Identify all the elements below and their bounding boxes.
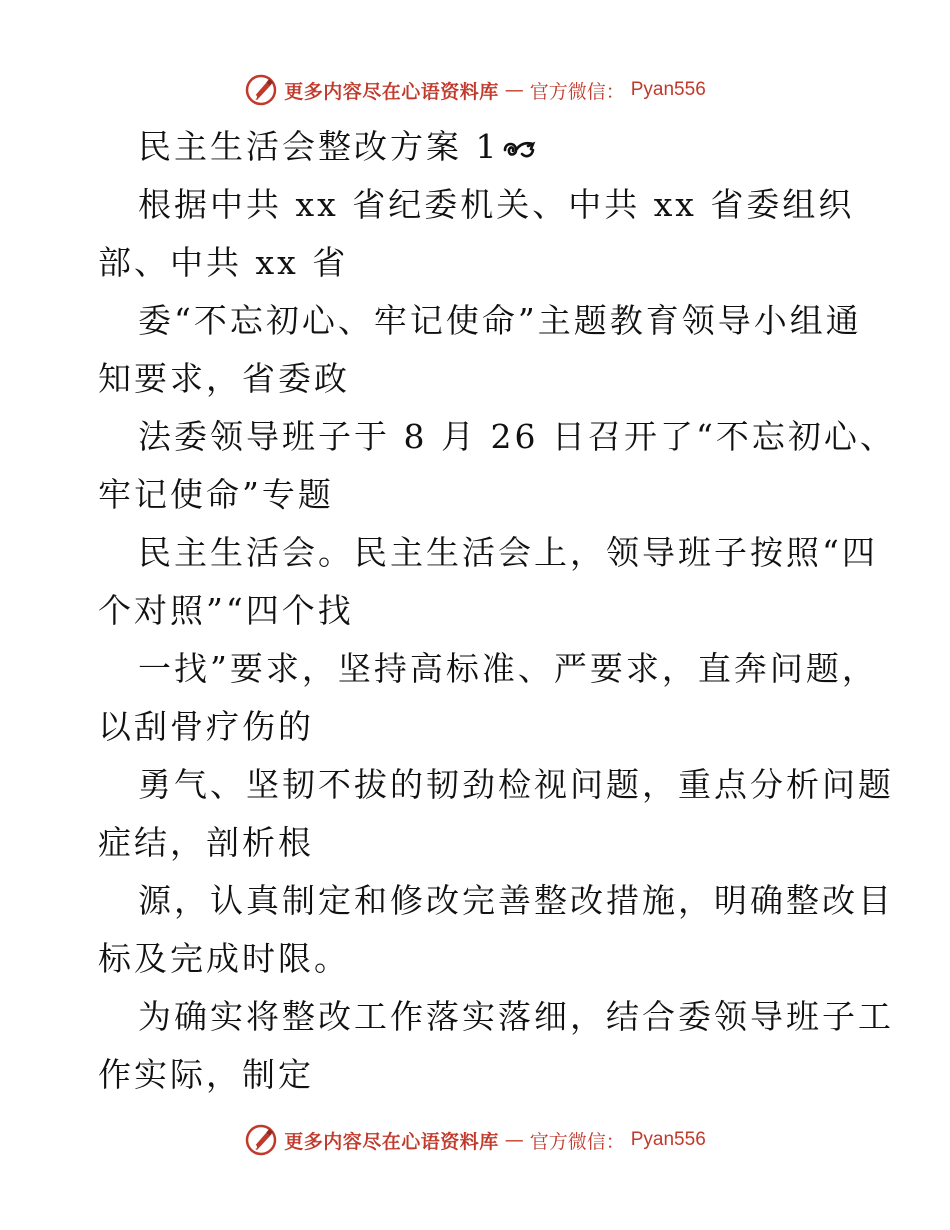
pen-seal-logo-icon [244, 1123, 278, 1157]
document-text-line [98, 988, 894, 1046]
watermark-wechat-label: 官方微信： [529, 1130, 625, 1153]
watermark-banner-bottom [0, 1120, 950, 1160]
paragraph-line-text: 勇气、坚韧不拔的韧劲检视问题，重点分析问题 [138, 765, 894, 804]
paragraph-line-text: 症结，剖析根 [98, 823, 314, 862]
document-text-line [98, 582, 858, 640]
paragraph-line-text: 以刮骨疗伤的 [98, 707, 314, 746]
document-text-line [98, 1046, 858, 1104]
document-text-line [98, 814, 858, 872]
document-text-line [98, 930, 858, 988]
watermark-wechat-id: Pyan556 [630, 79, 706, 100]
document-text-line [98, 292, 862, 350]
decorative-swirl-icon [502, 138, 536, 160]
paragraph-line-text: 委“不忘初心、牢记使命”主题教育领导小组通 [138, 301, 862, 340]
document-text-line [98, 350, 858, 408]
paragraph-line-text: 为确实将整改工作落实落细，结合委领导班子工 [138, 997, 894, 1036]
paragraph-line-text: 知要求，省委政 [98, 359, 350, 398]
watermark-wechat-label: 官方微信： [529, 80, 625, 103]
watermark-banner-top [0, 70, 950, 110]
paragraph-line-text: 民主生活会。民主生活会上，领导班子按照“四 [138, 533, 878, 572]
watermark-separator: — [504, 1129, 524, 1151]
document-body [98, 118, 896, 1104]
document-text-line [98, 872, 894, 930]
document-text-line [98, 524, 878, 582]
watermark-separator: — [504, 79, 524, 101]
paragraph-line-text: 作实际，制定 [98, 1055, 314, 1094]
document-text-line [98, 640, 878, 698]
document-text-line [98, 176, 858, 234]
watermark-brand-text: 更多内容尽在心语资料库 [284, 80, 499, 103]
paragraph-line-text: 部、中共 xx 省 [98, 243, 349, 282]
paragraph-line-text: 牢记使命”专题 [98, 475, 334, 514]
document-title: 民主生活会整改方案 1 [138, 127, 500, 166]
paragraph-line-text: 一找”要求，坚持高标准、严要求，直奔问题， [138, 649, 878, 688]
document-title-line [98, 118, 858, 176]
pen-seal-logo-icon [244, 73, 278, 107]
paragraph-line-text: 法委领导班子于 8 月 26 日召开了“不忘初心、 [138, 417, 896, 456]
document-text-line [98, 466, 858, 524]
document-text-line [98, 698, 858, 756]
document-text-line [98, 408, 896, 466]
watermark-wechat-id: Pyan556 [630, 1129, 706, 1150]
paragraph-line-text: 个对照”“四个找 [98, 591, 354, 630]
watermark-brand-text: 更多内容尽在心语资料库 [284, 1130, 499, 1153]
paragraph-line-text: 根据中共 xx 省纪委机关、中共 xx 省委组织 [138, 185, 855, 224]
paragraph-line-text: 标及完成时限。 [98, 939, 350, 978]
paragraph-line-text: 源，认真制定和修改完善整改措施，明确整改目 [138, 881, 894, 920]
document-text-line [98, 234, 858, 292]
document-text-line [98, 756, 894, 814]
